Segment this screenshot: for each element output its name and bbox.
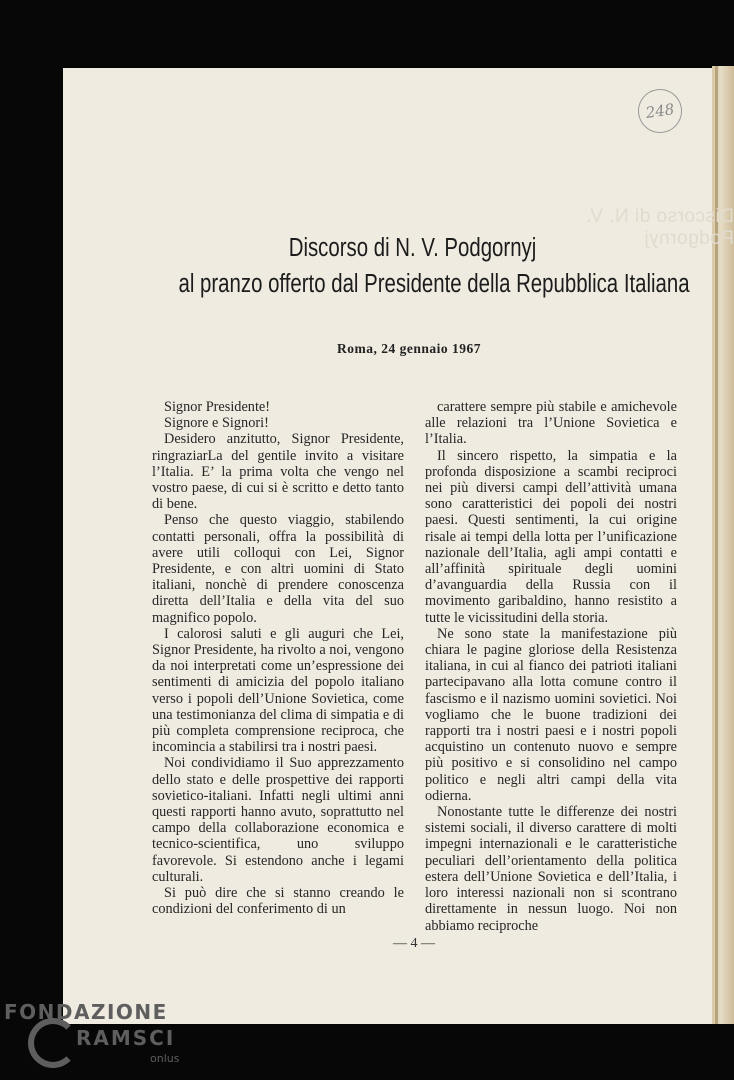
logo-line-2: RAMSCI bbox=[76, 1026, 176, 1050]
fondazione-gramsci-logo bbox=[4, 1000, 204, 1080]
paragraph: carattere sempre più stabile e amichevole alle relazioni tra l’Unione Sovietica e l’Italia. bbox=[425, 399, 677, 448]
logo-line-3: onlus bbox=[150, 1052, 180, 1065]
archive-stamp: 248 bbox=[635, 86, 685, 136]
paragraph: Signor Presidente! bbox=[164, 399, 271, 415]
right-column bbox=[425, 399, 677, 934]
logo-line-1: FONDAZIONE bbox=[4, 1000, 168, 1024]
date-line: Roma, 24 gennaio 1967 bbox=[336, 341, 481, 356]
paragraph: Nonostante tutte le differenze dei nostri sistemi sociali, il diverso carattere di molti impegni internazionali e le caratteristiche peculiari dell’orientamento della politica estera dell’Unione Sovietica e dell’Italia, i loro interessi nazionali non si scontrano direttamente in nessun luogo. Noi non abbiamo reciproche bbox=[425, 804, 677, 934]
paragraph: Desidero anzitutto, Signor Presidente, ringraziarLa del gentile invito a visitare l’Italia. E’ la prima volta che vengo nel vostro paese, di cui si è scritto e detto tanto di bene. bbox=[152, 431, 404, 513]
paragraph: Penso che questo viaggio, stabilendo contatti personali, offra la possibilità di avere utili colloqui con Lei, Signor Presidente, e con altri uomini di Stato italiani, nonchè di prendere conoscenza diretta dell’Italia e della vita del suo magnifico popolo. bbox=[152, 512, 404, 626]
logo-g-mark-icon bbox=[28, 1018, 78, 1068]
left-column bbox=[152, 399, 404, 918]
title-line-2: al pranzo offerto dal Presidente della Repubblica Italiana bbox=[178, 270, 690, 298]
paragraph: Ne sono state la manifestazione più chiara le pagine gloriose della Resistenza italiana, in cui al fianco dei patrioti italiani partecipavano alla lotta comune contro il fascismo e il nazismo uomini sovietici. Noi vogliamo che le buone tradizioni dei rapporti tra i nostri paesi e i nostri popoli acquistino un contenuto nuovo e sempre più positivo e si consolidino nel campo politico e negli altri campi della vita odierna. bbox=[425, 625, 677, 804]
page-number: — 4 — bbox=[393, 936, 435, 951]
bleed-through-text: Discorso di N. V. Podgornyj bbox=[585, 206, 734, 249]
paragraph: Si può dire che si stanno creando le condizioni del conferimento di un bbox=[152, 885, 404, 918]
paragraph: Signore e Signori! bbox=[164, 415, 269, 432]
paragraph: Il sincero rispetto, la simpatia e la profonda disposizione a scambi reciproci nei più diversi campi dell’attività umana sono caratteristici dei popoli dei nostri paesi. Questi sentimenti, la cui origine risale ai tempi della lotta per l’unificazione nazionale dell’Italia, agli ampi contatti e all’affinità spirituale degli uomini d’avanguardia della Russia con il movimento garibaldino, hanno resistito a tutte le vicissitudini della storia. bbox=[425, 447, 677, 626]
title-line-1: Discorso di N. V. Podgornyj bbox=[288, 234, 537, 262]
paragraph: I calorosi saluti e gli auguri che Lei, Signor Presidente, ha rivolto a noi, vengono da noi interpretati come un’espressione dei sentimenti di amicizia del popolo italiano verso i popoli dell’Unione Sovietica, come una testimonianza del clima di simpatia e di più completa comprensione reciproca, che incomincia a stabilirsi tra i nostri paesi. bbox=[152, 625, 404, 756]
paragraph: Noi condividiamo il Suo apprezzamento dello stato e delle prospettive dei rapporti sovietico-italiani. Infatti negli ultimi anni questi rapporti hanno avuto, soprattutto nel campo della collaborazione economica e tecnico-scientifica, uno sviluppo favorevole. Si estendono anche i legami culturali. bbox=[152, 755, 404, 885]
